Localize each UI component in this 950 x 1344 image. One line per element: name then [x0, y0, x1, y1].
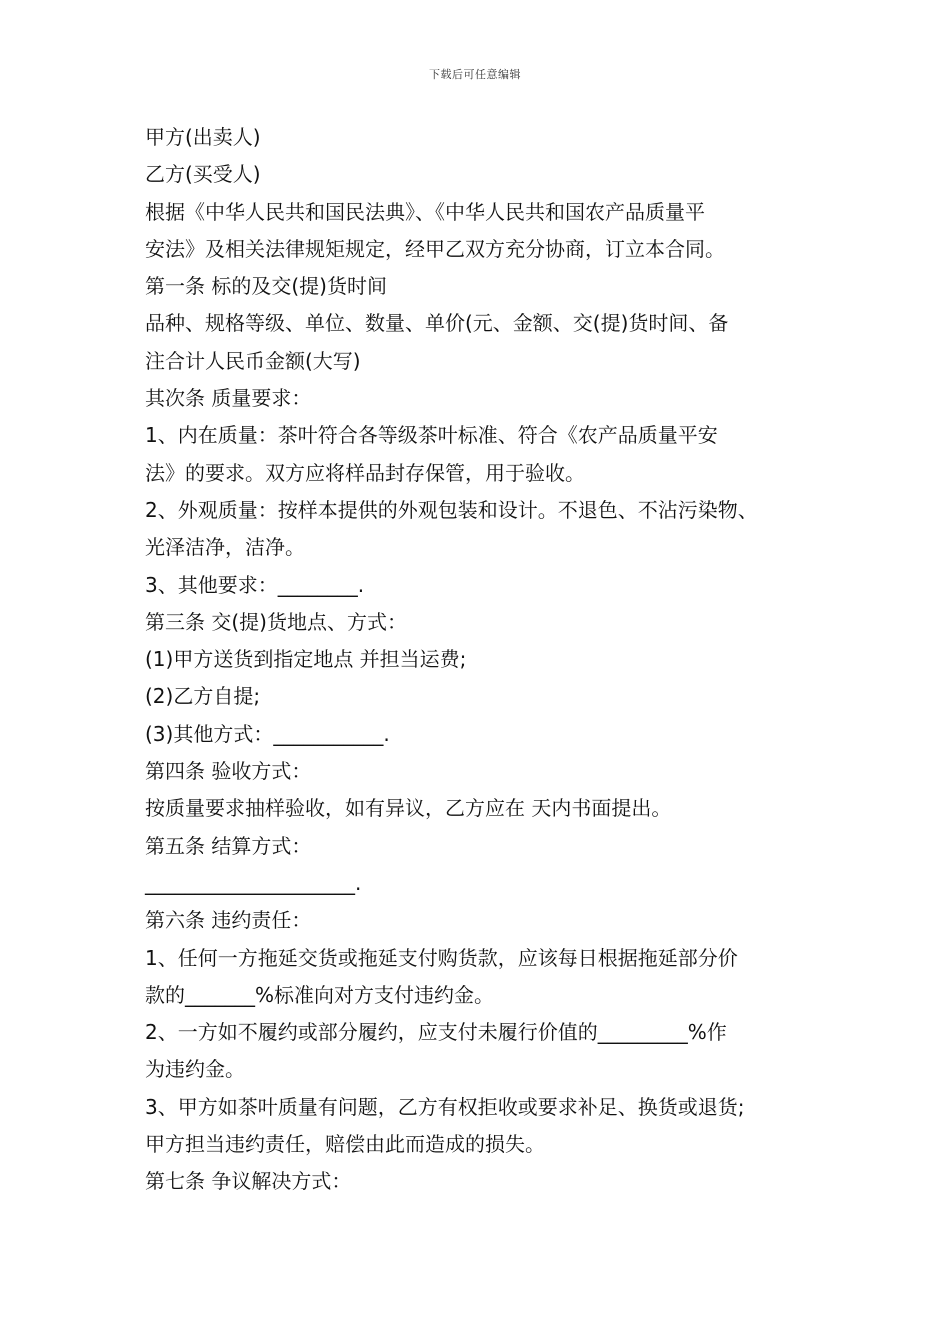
text-line: 注合计人民币金额(大写) [145, 348, 361, 373]
text-line: 款的_______%标准向对方支付违约金。 [145, 982, 495, 1007]
text-line: 1、任何一方拖延交货或拖延支付购货款，应该每日根据拖延部分价 [145, 945, 738, 970]
text-line: (2)乙方自提; [145, 684, 261, 709]
text-line: 光泽洁净，洁净。 [145, 535, 305, 560]
text-line: 为违约金。 [145, 1057, 245, 1082]
text-line: 安法》及相关法律规矩规定，经甲乙双方充分协商，订立本合同。 [145, 236, 725, 261]
text-line: 2、一方如不履约或部分履约，应支付未履行价值的_________%作 [145, 1020, 727, 1045]
text-line: 第三条 交(提)货地点、方式： [145, 609, 407, 634]
text-line: 2、外观质量：按样本提供的外观包装和设计。不退色、不沾污染物、 [145, 497, 758, 522]
text-line: 甲方(出卖人) [145, 125, 261, 149]
text-line: (3)其他方式：___________. [145, 721, 390, 746]
text-line: _____________________. [145, 870, 362, 895]
text-line: 其次条 质量要求： [145, 386, 312, 411]
contract-body [145, 119, 825, 1201]
page-header: 下载后可任意编辑 [429, 68, 521, 81]
text-line: 品种、规格等级、单位、数量、单价(元、金额、交(提)货时间、备 [145, 311, 729, 336]
text-line: 3、其他要求：________. [145, 572, 365, 597]
text-line: 第六条 违约责任： [145, 908, 312, 933]
text-line: 按质量要求抽样验收，如有异议，乙方应在 天内书面提出。 [145, 796, 672, 821]
text-line: (1)甲方送货到指定地点 并担当运费; [145, 647, 467, 672]
text-line: 1、内在质量：茶叶符合各等级茶叶标准、符合《农产品质量平安 [145, 423, 718, 448]
text-line: 第七条 争议解决方式： [145, 1169, 352, 1194]
text-line: 法》的要求。双方应将样品封存保管，用于验收。 [145, 460, 585, 485]
text-line: 第五条 结算方式： [145, 833, 312, 858]
text-line: 第四条 验收方式： [145, 759, 312, 784]
text-line: 根据《中华人民共和国民法典》、《中华人民共和国农产品质量平 [145, 199, 705, 224]
text-line: 甲方担当违约责任，赔偿由此而造成的损失。 [145, 1132, 545, 1157]
text-line: 第一条 标的及交(提)货时间 [145, 274, 387, 299]
text-line: 3、甲方如茶叶质量有问题，乙方有权拒收或要求补足、换货或退货; [145, 1094, 745, 1119]
text-line: 乙方(买受人) [145, 162, 261, 187]
